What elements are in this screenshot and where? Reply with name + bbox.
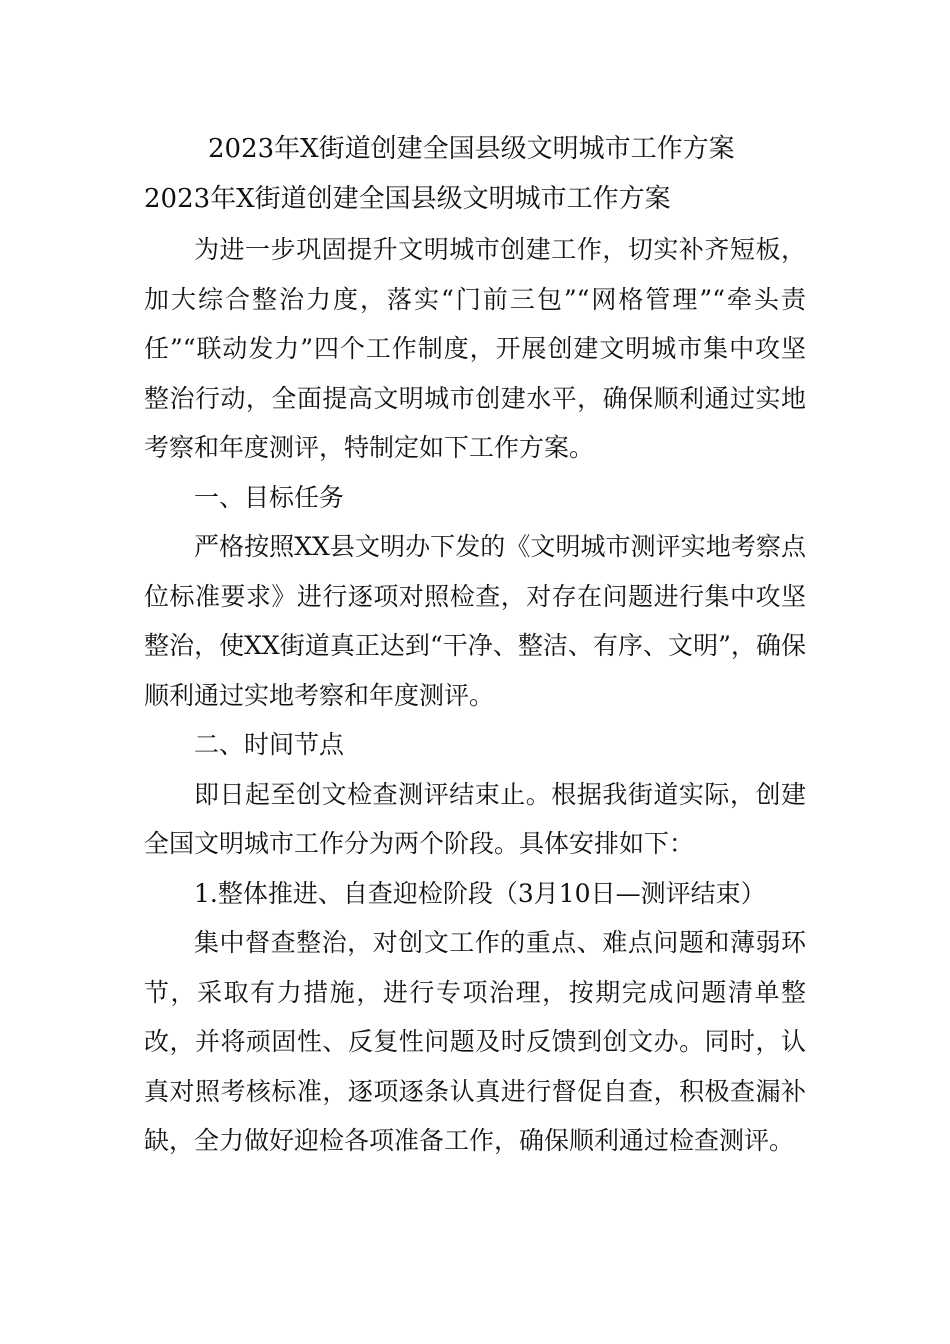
goals-paragraph: 严格按照XX县文明办下发的《文明城市测评实地考察点位标准要求》进行逐项对照检查，对存在问题进行集中攻坚整治，使XX街道真正达到“干净、整洁、有序、文明”，确保顺利通过实地考察和年度测评。	[144, 532, 806, 710]
intro-paragraph: 为进一步巩固提升文明城市创建工作，切实补齐短板，加大综合整治力度，落实“门前三包”“网格管理”“牵头责任”“联动发力”四个工作制度，开展创建文明城市集中攻坚整治行动，全面提高文明城市创建水平，确保顺利通过实地考察和年度测评，特制定如下工作方案。	[144, 235, 806, 462]
document-title: 2023年X街道创建全国县级文明城市工作方案	[208, 134, 735, 164]
timeline-paragraph: 即日起至创文检查测评结束止。根据我街道实际，创建全国文明城市工作分为两个阶段。具体安排如下：	[144, 779, 806, 858]
section-heading-timeline: 二、时间节点	[194, 730, 345, 759]
document-subtitle: 2023年X街道创建全国县级文明城市工作方案	[144, 184, 671, 214]
subsection-heading-stage-1: 1.整体推进、自查迎检阶段（3月10日—测评结束）	[194, 878, 766, 908]
stage-1-paragraph: 集中督查整治，对创文工作的重点、难点问题和薄弱环节，采取有力措施，进行专项治理，按期完成问题清单整改，并将顽固性、反复性问题及时反馈到创文办。同时，认真对照考核标准，逐项逐条认真进行督促自查，积极查漏补缺，全力做好迎检各项准备工作，确保顺利通过检查测评。	[144, 928, 806, 1155]
section-heading-goals: 一、目标任务	[194, 482, 345, 512]
document-body	[144, 225, 806, 1166]
